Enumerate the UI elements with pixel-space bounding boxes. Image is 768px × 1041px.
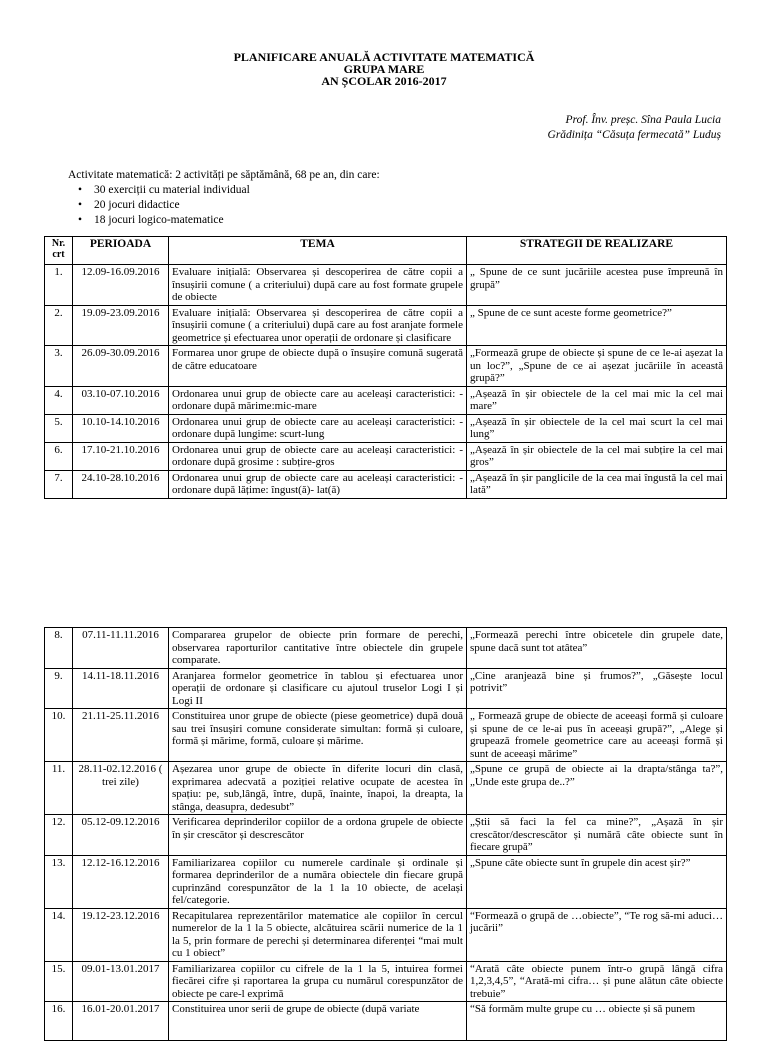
school-year: AN ȘCOLAR 2016-2017 [321,74,447,88]
row-number: 9. [45,668,73,709]
teacher-name: Prof. Înv. preșc. Sîna Paula Lucia [565,114,721,126]
intro-section [68,168,380,228]
row-number: 2. [45,305,73,346]
row-strategy: „Formează grupe de obiecte și spune de ce le-ai așezat la un loc?”, „Spune de ce ai așezat jucăriile în această grupă?” [467,346,727,387]
row-period: 17.10-21.10.2016 [73,442,169,470]
row-period: 10.10-14.10.2016 [73,414,169,442]
row-theme: Compararea grupelor de obiecte prin formare de perechi, observarea raporturilor cantitative între obiectele din grupele comparate. [169,628,467,669]
row-strategy: „ Spune de ce sunt aceste forme geometrice?” [467,305,727,346]
row-number: 14. [45,908,73,961]
row-period: 14.11-18.11.2016 [73,668,169,709]
table-row [45,386,727,414]
row-period: 09.01-13.01.2017 [73,961,169,1002]
table-row [45,815,727,856]
table-row [45,961,727,1002]
row-theme: Formarea unor grupe de obiecte după o însușire comună sugerată de către educatoare [169,346,467,387]
row-strategy: “Formează o grupă de …obiecte”, “Te rog să-mi aduci… jucării” [467,908,727,961]
row-period: 24.10-28.10.2016 [73,470,169,498]
row-period: 12.12-16.12.2016 [73,855,169,908]
table-row [45,855,727,908]
activity-list [68,183,380,228]
row-period: 19.12-23.12.2016 [73,908,169,961]
row-period: 05.12-09.12.2016 [73,815,169,856]
row-period: 16.01-20.01.2017 [73,1002,169,1041]
plan-table-page-2 [44,627,727,1041]
activity-item: • 20 jocuri didactice [94,198,380,213]
school-name: Grădinița “Căsuța fermecată” Luduș [547,129,721,141]
row-number: 3. [45,346,73,387]
row-strategy: „Știi să faci la fel ca mine?”, „Așază în șir crescător/descrescător și numără câte obiecte sunt în fiecare grupă” [467,815,727,856]
row-strategy: „Așează în șir obiectele de la cel mai scurt la cel mai lung” [467,414,727,442]
row-period: 19.09-23.09.2016 [73,305,169,346]
row-strategy: „ Formează grupe de obiecte de aceeași formă și culoare și spune de ce le-ai pus în aceeași grupă?”, „Alege și grupează fromele geometrice care au aceeași formă și sunt de aceeași mărime” [467,709,727,762]
row-theme: Aranjarea formelor geometrice în tablou și efectuarea unor operații de ordonare și clasificare cu ajutoul truselor Logi I și Logi II [169,668,467,709]
document-title: PLANIFICARE ANUALĂ ACTIVITATE MATEMATICĂ [233,50,535,64]
row-period: 26.09-30.09.2016 [73,346,169,387]
row-theme: Așezarea unor grupe de obiecte în diferite locuri din clasă, exprimarea adecvată a poziției relative ocupate de acestea în spațiu: pe, sub,lângă, între, după, înainte, înapoi, la dreapta, la stânga, deasupra, dedesubt” [169,762,467,815]
row-strategy: “Să formăm multe grupe cu … obiecte și să punem [467,1002,727,1041]
row-theme: Constituirea unor serii de grupe de obiecte (după variate [169,1002,467,1041]
row-period: 12.09-16.09.2016 [73,265,169,306]
row-number: 16. [45,1002,73,1041]
row-number: 5. [45,414,73,442]
header-strategii: STRATEGII DE REALIZARE [467,237,727,265]
table-row [45,908,727,961]
table-row [45,1002,727,1041]
row-theme: Ordonarea unui grup de obiecte care au aceleași caracteristici: -ordonare după lungime: scurt-lung [169,414,467,442]
plan-table-page-1 [44,236,727,499]
row-theme: Evaluare inițială: Observarea și descoperirea de către copii a însușirii comune ( a criteriului) după care au fost aranjate formele geometrice și efectuarea unor operații de ordonare și clasificare [169,305,467,346]
row-period: 28.11-02.12.2016 ( trei zile) [73,762,169,815]
row-number: 12. [45,815,73,856]
row-strategy: “Arată câte obiecte punem într-o grupă lângă cifra 1,2,3,4,5”, “Arată-mi cifra… și pune alătun câte obiecte trebuie” [467,961,727,1002]
table-row [45,265,727,306]
table-header-row [45,237,727,265]
row-theme: Familiarizarea copiilor cu cifrele de la 1 la 5, intuirea formei fiecărei cifre și raportarea la grupa cu numărul corespunzător de obiecte pe care-l exprimă [169,961,467,1002]
table-row [45,762,727,815]
header-perioada: PERIOADA [73,237,169,265]
row-theme: Ordonarea unui grup de obiecte care au aceleași caracteristici: -ordonare după mărime:mic-mare [169,386,467,414]
activity-item: • 30 exerciții cu material individual [94,183,380,198]
activity-item: • 18 jocuri logico-matematice [94,213,380,228]
row-theme: Evaluare inițială: Observarea și descoperirea de către copii a însușirii comune ( a criteriului) după care au fost formate grupele de obiecte [169,265,467,306]
row-number: 4. [45,386,73,414]
row-number: 11. [45,762,73,815]
row-number: 15. [45,961,73,1002]
row-number: 7. [45,470,73,498]
table-row [45,470,727,498]
row-theme: Ordonarea unui grup de obiecte care au aceleași caracteristici: -ordonare după grosime : subțire-gros [169,442,467,470]
row-strategy: „Cine aranjează bine și frumos?”, „Găsește locul potrivit” [467,668,727,709]
row-number: 1. [45,265,73,306]
table-row [45,709,727,762]
row-number: 8. [45,628,73,669]
group-label: GRUPA MARE [343,62,425,76]
row-strategy: „Așează în șir panglicile de la cea mai îngustă la cel mai lată” [467,470,727,498]
row-period: 21.11-25.11.2016 [73,709,169,762]
row-number: 6. [45,442,73,470]
row-number: 13. [45,855,73,908]
row-strategy: „Așează în șir obiectele de la cel mai mic la cel mai mare” [467,386,727,414]
row-theme: Familiarizarea copiilor cu numerele cardinale și ordinale și formarea deprinderilor de a număra obiectele din fiecare grupă cuprinzând corespunzător de la 1 la 10 obiecte, de același fel/categorie. [169,855,467,908]
table-row [45,346,727,387]
row-strategy: „ Spune de ce sunt jucăriile acestea puse împreună în grupă” [467,265,727,306]
row-theme: Recapitularea reprezentărilor matematice ale copiilor în cercul numerelor de la 1 la 5 obiecte, alcătuirea scării numerice de la 1 la 5, prin formare de perechi și determinarea diferenței “mai mult cu 1 obiect” [169,908,467,961]
row-theme: Ordonarea unui grup de obiecte care au aceleași caracteristici: -ordonare după lățime: îngust(ă)- lat(ă) [169,470,467,498]
table-row [45,442,727,470]
row-strategy: „Formează perechi între obicetele din grupele date, spune dacă sunt tot atâtea” [467,628,727,669]
row-strategy: „Spune ce grupă de obiecte ai la drapta/stânga ta?”, „Unde este grupa de..?” [467,762,727,815]
row-theme: Constituirea unor grupe de obiecte (piese geometrice) după două sau trei însușiri comune considerate simultan: formă și culoare, formă și mărime, formă, culoare și mărime. [169,709,467,762]
header-tema: TEMA [169,237,467,265]
row-period: 07.11-11.11.2016 [73,628,169,669]
table-row [45,628,727,669]
header-nr: Nr. crt [45,237,73,265]
row-strategy: „Așează în șir obiectele de la cel mai subțire la cel mai gros” [467,442,727,470]
table-row [45,414,727,442]
row-strategy: „Spune câte obiecte sunt în grupele din acest șir?” [467,855,727,908]
row-theme: Verificarea deprinderilor copiilor de a ordona grupele de obiecte în șir crescător și descrescător [169,815,467,856]
table-row [45,668,727,709]
row-period: 03.10-07.10.2016 [73,386,169,414]
intro-text: Activitate matematică: 2 activități pe săptămână, 68 pe an, din care: [68,169,380,181]
row-number: 10. [45,709,73,762]
table-row [45,305,727,346]
